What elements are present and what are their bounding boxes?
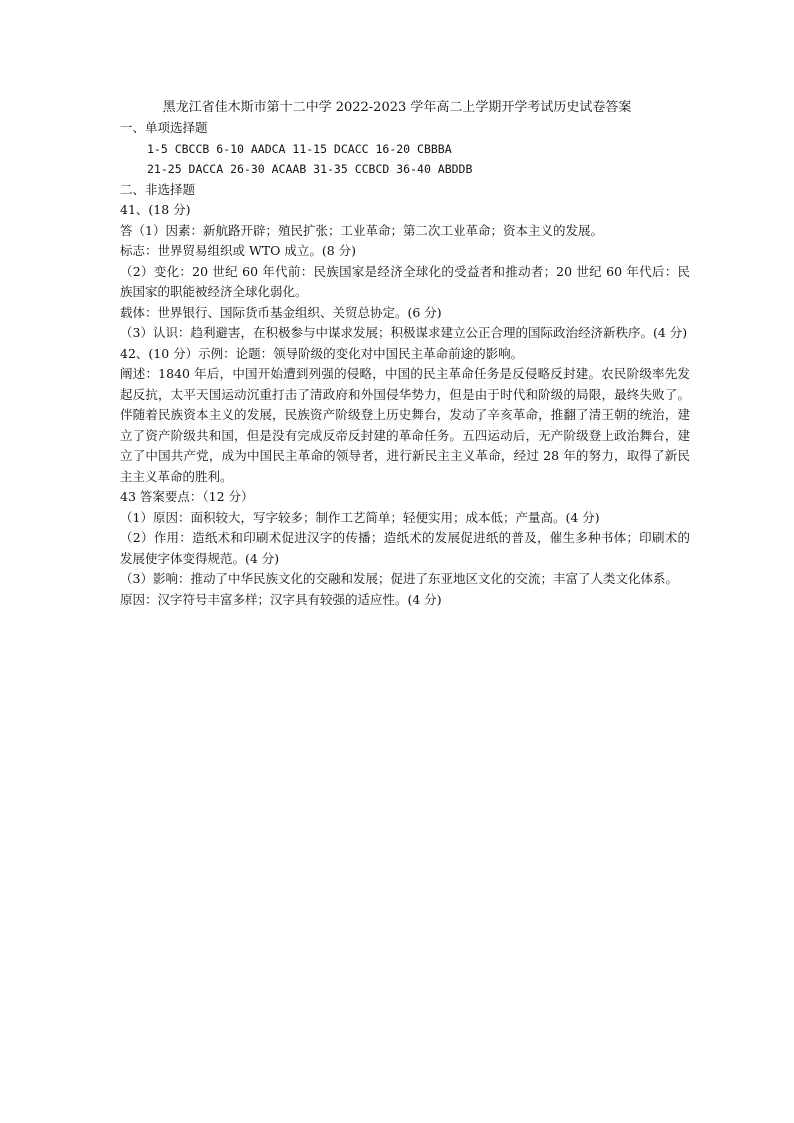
q43-heading: 43 答案要点：（12 分）: [120, 489, 254, 504]
q43-part3-impact: （3）影响：推动了中华民族文化的交融和发展；促进了东亚地区文化的交流；丰富了人类文化体系。: [120, 571, 678, 586]
section-heading-single-choice: 一、单项选择题: [120, 120, 208, 135]
section-heading-non-choice: 二、非选择题: [120, 181, 196, 197]
q41-part1-sign: 标志：世界贸易组织或 WTO 成立。(8 分): [120, 243, 357, 258]
page-title: 黑龙江省佳木斯市第十二中学 2022-2023 学年高二上学期开学考试历史试卷答案: [162, 100, 632, 115]
q41-part1-factors: 答（1）因素：新航路开辟；殖民扩张；工业革命；第二次工业革命；资本主义的发展。: [120, 222, 603, 238]
q43-part3-reason: 原因：汉字符号丰富多样；汉字具有较强的适应性。(4 分): [120, 591, 442, 607]
q41-heading: 41、(18 分): [120, 202, 191, 217]
q42-elaboration: 阐述：1840 年后，中国开始遭到列强的侵略，中国的民主革命任务是反侵略反封建。农民阶级率先发起反抗，太平天国运动沉重打击了清政府和外国侵华势力，但是由于时代和阶级的局限，最终失败了。伴随着民族资本主义的发展，民族资产阶级登上历史舞台，发动了辛亥革命，推翻了清王朝的统治，建立了资产阶级共和国，但是没有完成反帝反封建的革命任务。五四运动后，无产阶级登上政治舞台，建立了中国共产党，成为中国民主革命的领导者，进行新民主主义革命，经过 28 年的努力，取得了新民主主义革命的胜利。: [120, 366, 690, 484]
q42-heading: 42、(10 分）示例：论题：领导阶级的变化对中国民主革命前途的影响。: [120, 345, 524, 361]
answer-body: [120, 118, 690, 610]
q41-part2-carrier: 载体：世界银行、国际货币基金组织、关贸总协定。(6 分): [120, 304, 442, 320]
q43-part2-effect: （2）作用：造纸术和印刷术促进汉字的传播；造纸术的发展促进纸的普及，催生多种书体；印刷术的发展使字体变得规范。(4 分): [120, 530, 690, 566]
choice-answers-row-1: 1-5 CBCCB 6-10 AADCA 11-15 DCACC 16-20 CBBBA: [147, 141, 452, 156]
q41-part2-change: （2）变化：20 世纪 60 年代前：民族国家是经济全球化的受益者和推动者；20 世纪 60 年代后：民族国家的职能被经济全球化弱化。: [120, 263, 690, 299]
q41-part3-understanding: （3）认识：趋利避害，在积极参与中谋求发展；积极谋求建立公正合理的国际政治经济新秩序。(4 分): [120, 325, 688, 340]
choice-answers-row-2: 21-25 DACCA 26-30 ACAAB 31-35 CCBCD 36-40 ABDDB: [147, 162, 473, 176]
q43-part1-reason: （1）原因：面积较大，写字较多；制作工艺简单；轻便实用；成本低；产量高。(4 分): [120, 509, 600, 525]
